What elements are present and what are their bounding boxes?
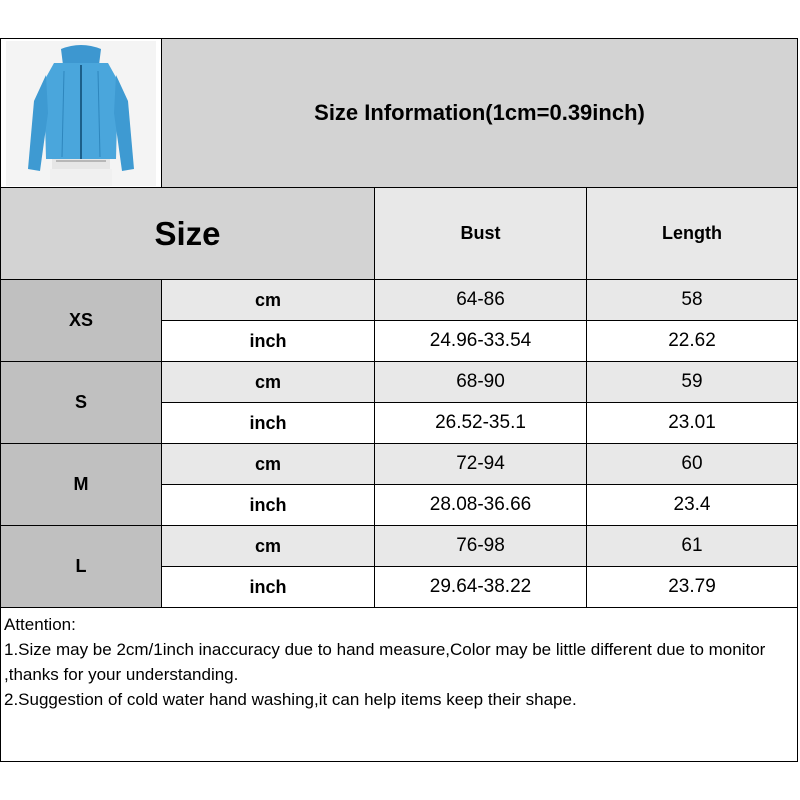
table-row — [162, 321, 375, 362]
size-label-s — [1, 362, 162, 444]
length-value-text: 23.79 — [668, 576, 716, 597]
bust-value-text: 72-94 — [456, 453, 505, 474]
bust-value-text: 64-86 — [456, 289, 505, 310]
bust-value — [375, 280, 587, 321]
table-row — [162, 444, 375, 485]
bust-value-text: 26.52-35.1 — [435, 412, 526, 433]
size-label-text: L — [75, 556, 87, 576]
size-label-m — [1, 444, 162, 526]
size-label-text: S — [74, 392, 87, 412]
bust-value — [375, 485, 587, 526]
table-row — [162, 567, 375, 608]
notes-heading: Attention: — [4, 615, 76, 634]
bust-value — [375, 403, 587, 444]
bust-value — [375, 526, 587, 567]
size-label-l — [1, 526, 162, 608]
table-row — [162, 280, 375, 321]
length-value — [587, 321, 798, 362]
length-value — [587, 526, 798, 567]
notes-line-2: 2.Suggestion of cold water hand washing,it can help items keep their shape. — [4, 690, 577, 709]
length-value-text: 23.01 — [668, 412, 716, 433]
length-value — [587, 567, 798, 608]
unit-label: cm — [254, 371, 281, 392]
length-header-label: Length — [662, 223, 722, 243]
unit-label: inch — [249, 330, 287, 351]
size-label-text: XS — [68, 310, 93, 330]
bust-value — [375, 444, 587, 485]
size-column-header — [1, 188, 375, 280]
unit-label: inch — [249, 576, 287, 597]
unit-label: cm — [254, 453, 281, 474]
length-value-text: 23.4 — [673, 494, 711, 515]
table-row — [162, 526, 375, 567]
length-value-text: 59 — [681, 371, 703, 392]
unit-label: cm — [254, 535, 281, 556]
table-row — [162, 485, 375, 526]
bust-value — [375, 321, 587, 362]
length-value-text: 60 — [681, 453, 703, 474]
size-label-text: M — [73, 474, 89, 494]
bust-value-text: 24.96-33.54 — [429, 330, 532, 351]
length-value — [587, 362, 798, 403]
table-row — [162, 362, 375, 403]
bust-header-label: Bust — [460, 223, 501, 243]
length-value — [587, 485, 798, 526]
bust-value-text: 29.64-38.22 — [429, 576, 532, 597]
bust-value-text: 68-90 — [456, 371, 505, 392]
length-value-text: 58 — [681, 289, 703, 310]
length-value — [587, 444, 798, 485]
bust-value-text: 28.08-36.66 — [429, 494, 532, 515]
product-image — [1, 39, 162, 188]
table-row — [162, 403, 375, 444]
length-value — [587, 280, 798, 321]
bust-value — [375, 362, 587, 403]
size-info-header — [162, 39, 798, 188]
notes-line-1: 1.Size may be 2cm/1inch inaccuracy due to hand measure,Color may be little different due to monitor ,thanks for your understanding. — [4, 640, 766, 684]
size-header-label: Size — [154, 214, 221, 252]
length-value — [587, 403, 798, 444]
length-value-text: 22.62 — [668, 330, 716, 351]
length-value-text: 61 — [681, 535, 703, 556]
unit-label: inch — [249, 412, 287, 433]
blue-cropped-zip-hoodie-icon — [6, 41, 156, 186]
size-label-xs — [1, 280, 162, 362]
bust-value-text: 76-98 — [456, 535, 505, 556]
unit-label: inch — [249, 494, 287, 515]
attention-notes — [4, 612, 798, 712]
unit-label: cm — [254, 289, 281, 310]
bust-column-header — [375, 188, 587, 280]
length-column-header — [587, 188, 798, 280]
bust-value — [375, 567, 587, 608]
page-title: Size Information(1cm=0.39inch) — [314, 100, 645, 125]
